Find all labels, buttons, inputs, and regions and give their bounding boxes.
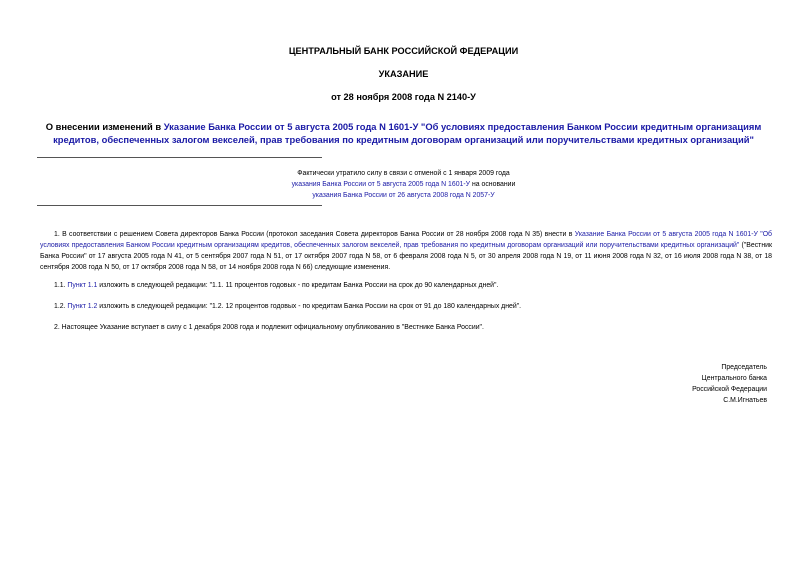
- paragraph-1-link[interactable]: Указание Банка России от 5 августа 2005 года N 1601-У "Об условиях предоставления Банком России кредитным организациям кредитов, обеспеченных залогом векселей, прав требования по кредитным договорам организаций или поручительствами кредитных организаций": [40, 231, 772, 249]
- paragraph-1-text-after: ("Вестник Банка России" от 17 августа 2005 года N 41, от 5 сентября 2007 года N 51, от 17 октября 2007 года N 58, от 6 февраля 2008 года N 5, от 30 апреля 2008 года N 19, от 11 июня 2008 года N 32, от 16 июля 2008 года N 38, от 18 сентября 2008 года N 50, от 17 октября 2008 года N 58, от 14 ноября 2008 года N 66) следующие изменения.: [40, 242, 772, 271]
- item-1-1-link[interactable]: Пункт 1.1: [67, 282, 98, 289]
- document-date: от 28 ноября 2008 года N 2140-У: [331, 92, 476, 102]
- document-kind: УКАЗАНИЕ: [378, 69, 429, 79]
- item-1-1-text: изложить в следующей редакции: "1.1. 11 процентов годовых - по кредитам Банка России на срок до 90 календарных дней".: [97, 282, 499, 289]
- paragraph-2: 2. Настоящее Указание вступает в силу с 1 декабря 2008 года и подлежит официальному опубликованию в "Вестнике Банка России".: [54, 324, 484, 331]
- item-1-2-text: изложить в следующей редакции: "1.2. 12 процентов годовых - по кредитам Банка России на срок от 91 до 180 календарных дней".: [97, 303, 522, 310]
- paragraph-1-text: 1. В соответствии с решением Совета директоров Банка России (протокол заседания Совета директоров Банка России от 28 ноября 2008 года N 35) внести в: [54, 231, 575, 238]
- signature-name: С.М.Игнатьев: [723, 397, 767, 404]
- organization-title: ЦЕНТРАЛЬНЫЙ БАНК РОССИЙСКОЙ ФЕДЕРАЦИИ: [288, 46, 519, 56]
- signature-line: Российской Федерации: [692, 386, 767, 393]
- paragraph-1: [40, 229, 772, 273]
- signature-line: Центрального банка: [701, 375, 767, 382]
- item-1-1: [54, 280, 754, 291]
- signature-block: [692, 362, 767, 406]
- status-note-link-1601[interactable]: указания Банка России от 5 августа 2005 года N 1601-У: [291, 181, 471, 188]
- document-subject: [30, 120, 777, 146]
- status-note-line: [0, 190, 807, 201]
- status-note-link-2057[interactable]: указания Банка России от 26 августа 2008 года N 2057-У: [312, 192, 495, 199]
- divider-top: [37, 157, 322, 158]
- signature-line: Председатель: [721, 364, 767, 371]
- subject-prefix: О внесении изменений в: [45, 121, 164, 132]
- status-note: [0, 168, 807, 201]
- item-1-2: [54, 301, 754, 312]
- item-1-1-num: 1.1.: [54, 282, 68, 289]
- status-note-line: Фактически утратило силу в связи с отменой с 1 января 2009 года: [297, 170, 510, 177]
- subject-link[interactable]: Указание Банка России от 5 августа 2005 года N 1601-У "Об условиях предоставления Банком России кредитным организациям кредитов, обеспеченных залогом векселей, прав требования по кредитным договорам организаций или поручительствами кредитных организаций": [53, 121, 762, 145]
- status-note-line: [0, 179, 807, 190]
- divider-bottom: [37, 205, 322, 206]
- status-note-mid: на основании: [470, 181, 516, 188]
- item-1-2-link[interactable]: Пункт 1.2: [67, 303, 98, 310]
- item-1-2-num: 1.2.: [54, 303, 68, 310]
